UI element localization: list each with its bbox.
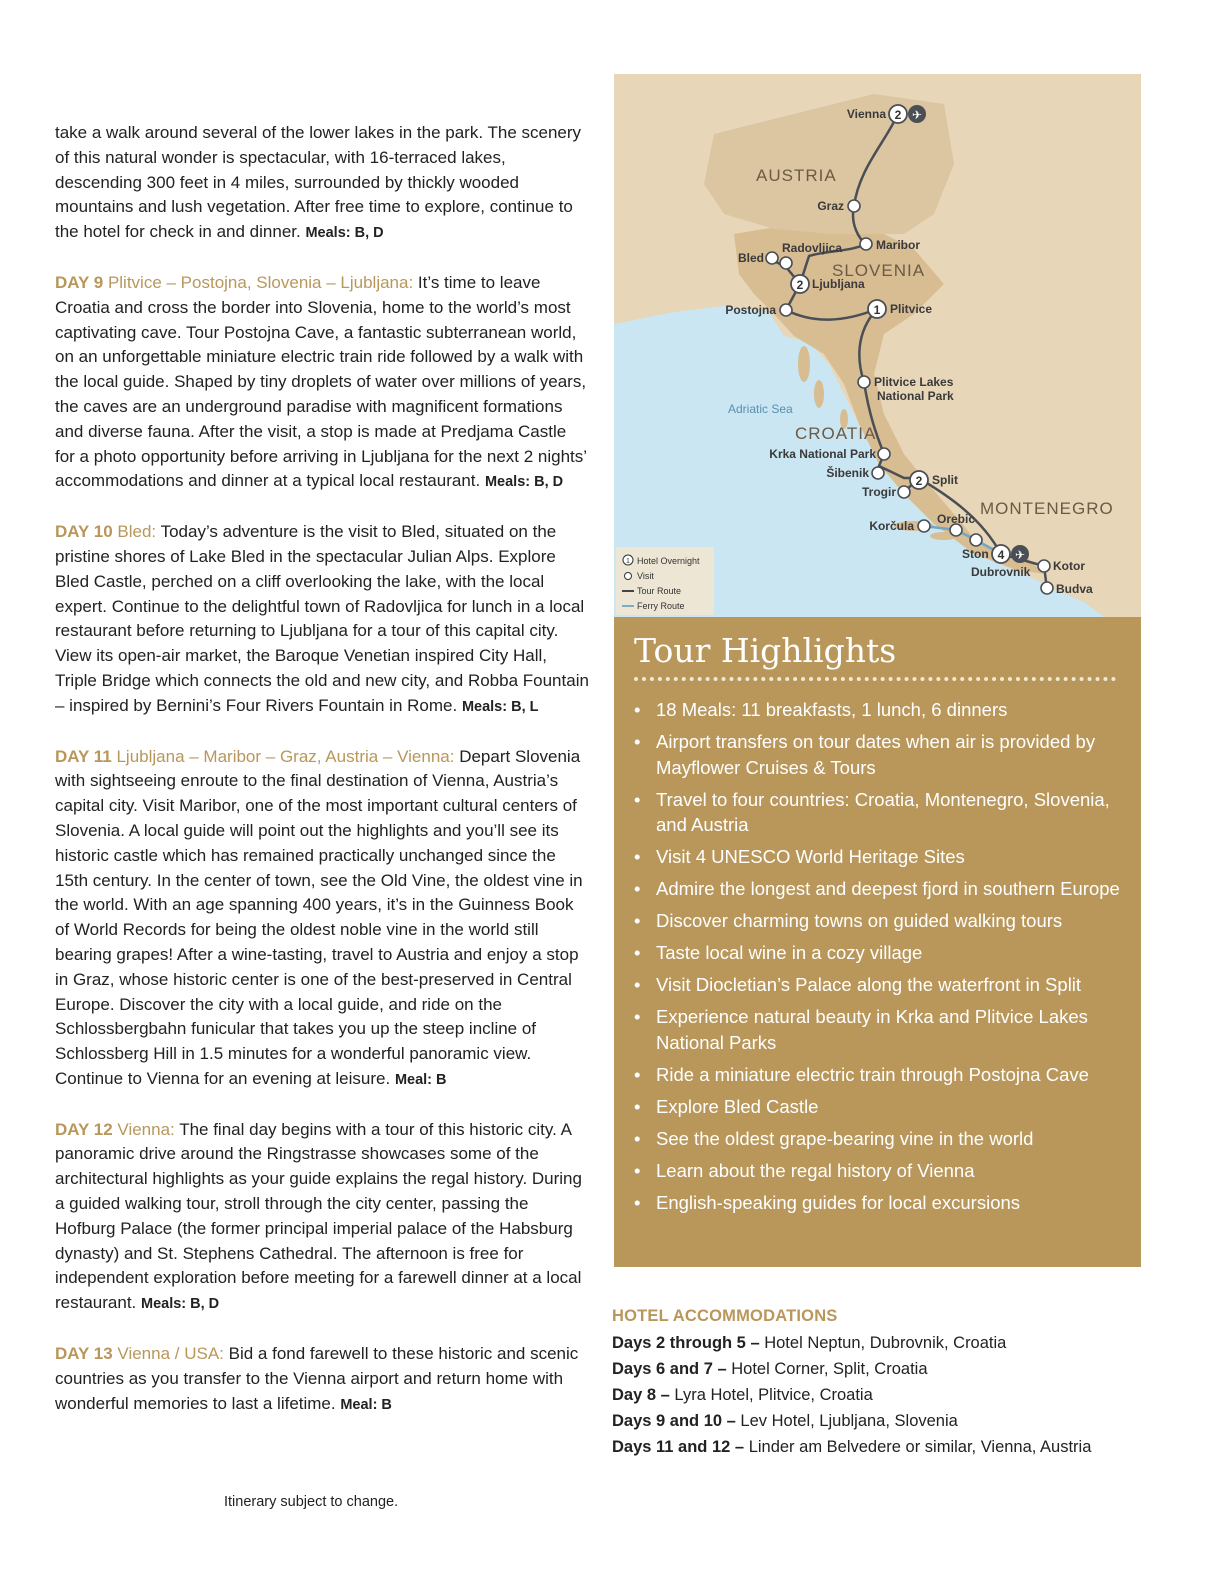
visit-marker-postojna: [780, 304, 792, 316]
intro-meals: Meals: B, D: [305, 225, 384, 242]
highlight-text: Visit 4 UNESCO World Heritage Sites: [656, 846, 965, 867]
hotel-name: Hotel Neptun, Dubrovnik, Croatia: [764, 1334, 1007, 1352]
island: [798, 346, 810, 382]
city-label-korcula: Korčula: [869, 519, 914, 533]
city-label-bled: Bled: [737, 251, 764, 265]
hotel-days: Days 2 through 5 –: [612, 1334, 760, 1352]
city-label-split: Split: [932, 473, 958, 487]
day-12-title: Vienna:: [117, 1119, 175, 1139]
hotel-accommodations: [612, 1303, 1172, 1460]
hotel-row: [612, 1434, 1172, 1460]
highlight-text: Discover charming towns on guided walking tours: [656, 910, 1063, 931]
day-9-paragraph: [55, 271, 590, 495]
itinerary-column: [55, 121, 590, 1442]
highlight-text: Airport transfers on tour dates when air is provided by Mayflower Cruises & Tours: [656, 731, 1096, 778]
day-11-paragraph: [55, 745, 590, 1093]
highlight-text: Admire the longest and deepest fjord in southern Europe: [656, 878, 1120, 899]
bullet-icon: •: [634, 878, 641, 899]
city-label-ljubljana: Ljubljana: [812, 277, 865, 291]
visit-marker-trogir: [898, 486, 910, 498]
hotel-row: [612, 1330, 1172, 1356]
visit-marker-kotor: [1038, 560, 1050, 572]
visit-marker-plitvice-lakes: [858, 376, 870, 388]
bullet-icon: •: [634, 1159, 641, 1181]
overnight-split: [910, 471, 928, 489]
day-10-title: Bled:: [117, 522, 157, 542]
city-label-krka: Krka National Park: [769, 447, 876, 461]
day-10-text: Today’s adventure is the visit to Bled, situated on the pristine shores of Lake Bled in the spectacular Julian Alps. Explore Bled Castle, perched on a cliff overlooking the lake, with the local expert. Continue to the delightful town of Radovljica for lunch in a local restaurant before returning to Ljubljana for a tour of this capital city. View its open-air market, the Baroque Venetian inspired City Hall, Triple Bridge which connects the old and new city, and Robba Fountain – inspired by Bernini’s Four Rivers Fountain in Rome.: [55, 522, 589, 715]
hotel-days: Days 9 and 10 –: [612, 1412, 736, 1430]
list-item: [614, 787, 1141, 838]
day-11-number: DAY 11: [55, 746, 112, 766]
day-13-paragraph: [55, 1342, 590, 1417]
legend-visit-symbol: [625, 573, 632, 580]
list-item: [614, 876, 1141, 902]
day-11-text: Depart Slovenia with sightseeing enroute to the final destination of Vienna, Austria’s capital city. Visit Maribor, one of the most important cultural centers of Slovenia. A local guide will point out the highlights and you’ll see its historic castle which has remained practically unchanged since the 15th century. In the center of town, see the Old Vine, the oldest vine in the world. With an age spanning 400 years, it’s in the Guinness Book of World Records for being the oldest noble vine in the world still bearing grapes! After a wine-tasting, travel to Austria and enjoy a stop in Graz, whose historic center is one of the best-preserved in Central Europe. Discover the city with a local guide, and ride on the Schlossbergbahn funicular that takes you up the steep incline of Schlossberg Hill in 1.5 minutes for a wonderful panoramic view. Continue to Vienna for an evening at leisure.: [55, 746, 583, 1088]
legend-hotel-label: Hotel Overnight: [637, 556, 700, 566]
visit-marker-radovljica: [780, 257, 792, 269]
city-label-orebic: Orebic: [937, 512, 976, 526]
hotel-name: Hotel Corner, Split, Croatia: [731, 1360, 928, 1378]
highlight-text: Visit Diocletian’s Palace along the waterfront in Split: [656, 974, 1082, 995]
country-label-slovenia: SLOVENIA: [832, 261, 926, 280]
hotel-days: Day 8 –: [612, 1386, 670, 1404]
city-label-maribor: Maribor: [876, 238, 921, 252]
visit-marker-sibenik: [872, 467, 884, 479]
city-label-radovljica: Radovljica: [782, 241, 843, 255]
highlight-text: Learn about the regal history of Vienna: [656, 1159, 975, 1181]
day-9-number: DAY 9: [55, 272, 104, 292]
city-label-plitvice-lakes-line2: National Park: [877, 389, 954, 403]
highlight-text: English-speaking guides for local excursions: [656, 1191, 1021, 1213]
day-11-title: Ljubljana – Maribor – Graz, Austria – Vienna:: [116, 746, 455, 766]
highlight-text: Experience natural beauty in Krka and Plitvice Lakes National Parks: [656, 1006, 1088, 1053]
list-item: [614, 940, 1141, 966]
day-9-meals: Meals: B, D: [484, 474, 564, 491]
overnight-count-vienna: 2: [894, 108, 902, 122]
overnight-count-plitvice: 1: [873, 303, 881, 317]
list-item: [614, 1004, 1141, 1055]
visit-marker-maribor: [860, 238, 872, 250]
day-10-meals: Meals: B, L: [461, 698, 539, 715]
plane-icon: ✈: [911, 108, 923, 122]
plane-icon: ✈: [1014, 548, 1026, 562]
map-legend: [616, 547, 714, 615]
list-item: [614, 844, 1141, 870]
list-item: [614, 1158, 1141, 1184]
legend-ferry-label: Ferry Route: [637, 601, 685, 611]
city-label-plitvice: Plitvice: [890, 302, 933, 316]
hotel-days: Days 11 and 12 –: [612, 1438, 745, 1456]
overnight-ljubljana: [791, 275, 809, 293]
day-9-title: Plitvice – Postojna, Slovenia – Ljubljana:: [107, 272, 414, 292]
visit-marker-graz: [848, 200, 860, 212]
hotel-accommodations-heading: HOTEL ACCOMMODATIONS: [612, 1307, 838, 1325]
bullet-icon: •: [634, 1063, 641, 1085]
highlight-text: Taste local wine in a cozy village: [656, 942, 923, 963]
visit-marker-krka: [878, 448, 890, 460]
day-13-meals: Meal: B: [340, 1396, 392, 1413]
city-label-budva: Budva: [1056, 582, 1093, 596]
tour-route-map: [614, 74, 1141, 617]
day-11-meals: Meal: B: [394, 1071, 447, 1088]
intro-text: take a walk around several of the lower lakes in the park. The scenery of this natural wonder is spectacular, with 16-terraced lakes, descending 300 feet in 4 miles, surrounded by thickly wooded mountains and lush vegetation. After free time to explore, continue to the hotel for check in and dinner.: [55, 123, 582, 242]
day-10-number: DAY 10: [55, 522, 113, 542]
legend-hotel-number: 1: [626, 558, 630, 565]
overnight-count-ljubljana: 2: [796, 278, 804, 292]
hotel-row: [612, 1408, 1172, 1434]
dotted-divider: [634, 677, 1116, 681]
overnight-count-dubrovnik: 4: [997, 548, 1005, 562]
country-label-montenegro: MONTENEGRO: [980, 499, 1114, 518]
city-label-graz: Graz: [817, 199, 844, 213]
day-13-number: DAY 13: [55, 1344, 113, 1364]
city-label-ston: Ston: [962, 547, 989, 561]
highlight-text: Travel to four countries: Croatia, Montenegro, Slovenia, and Austria: [656, 788, 1110, 835]
bullet-icon: •: [634, 1095, 641, 1117]
hotel-row: [612, 1382, 1172, 1408]
overnight-plitvice: [868, 300, 886, 318]
bullet-icon: •: [634, 846, 641, 867]
tour-highlights-title: Tour Highlights: [634, 631, 897, 670]
bullet-icon: •: [634, 974, 641, 995]
day-13-text: Bid a fond farewell to these historic and scenic countries as you transfer to the Vienna airport and return home with wonderful memories to last a lifetime.: [55, 1344, 579, 1413]
city-label-vienna: Vienna: [846, 107, 886, 121]
highlight-text: 18 Meals: 11 breakfasts, 1 lunch, 6 dinners: [656, 699, 1008, 720]
list-item: [614, 1126, 1141, 1152]
hotel-days: Days 6 and 7 –: [612, 1360, 727, 1378]
visit-marker-budva: [1041, 582, 1053, 594]
bullet-icon: •: [634, 788, 641, 810]
city-label-plitvice-lakes-line1: Plitvice Lakes: [874, 375, 954, 389]
list-item: [614, 697, 1141, 723]
bullet-icon: •: [634, 1191, 641, 1213]
bullet-icon: •: [634, 731, 641, 752]
day-13-title: Vienna / USA:: [117, 1344, 224, 1364]
tour-highlights-panel: [614, 617, 1141, 1267]
hotel-name: Lyra Hotel, Plitvice, Croatia: [674, 1386, 873, 1404]
bullet-icon: •: [634, 699, 641, 720]
sea-label: Adriatic Sea: [728, 402, 793, 416]
hotel-row: [612, 1356, 1172, 1382]
city-label-trogir: Trogir: [861, 485, 896, 499]
day-12-meals: Meals: B, D: [141, 1296, 220, 1313]
day-12-number: DAY 12: [55, 1119, 113, 1139]
legend-visit-label: Visit: [637, 571, 654, 581]
list-item: [614, 1190, 1141, 1216]
tour-highlights-list: [614, 697, 1141, 1222]
hotel-name: Lev Hotel, Ljubljana, Slovenia: [740, 1412, 958, 1430]
visit-marker-bled: [766, 252, 778, 264]
list-item: [614, 1062, 1141, 1088]
itinerary-footer-note: Itinerary subject to change.: [224, 1494, 399, 1510]
city-label-sibenik: Šibenik: [826, 466, 869, 480]
bullet-icon: •: [634, 910, 641, 931]
visit-marker-ston: [970, 534, 982, 546]
itinerary-intro: [55, 121, 590, 246]
overnight-count-split: 2: [915, 474, 923, 488]
city-label-dubrovnik: Dubrovnik: [971, 565, 1031, 579]
highlight-text: Explore Bled Castle: [656, 1095, 819, 1117]
bullet-icon: •: [634, 1006, 641, 1027]
day-12-paragraph: [55, 1118, 590, 1317]
list-item: [614, 908, 1141, 934]
legend-tour-label: Tour Route: [637, 586, 682, 596]
day-12-text: The final day begins with a tour of this historic city. A panoramic drive around the Ringstrasse showcases some of the architectural highlights as your guide explains the regal history. During a guided walking tour, stroll through the city center, passing the Hofburg Palace (the former principal imperial palace of the Habsburg dynasty) and St. Stephens Cathedral. The afternoon is free for independent exploration before meeting for a farewell dinner at a local restaurant.: [55, 1119, 582, 1313]
list-item: [614, 972, 1141, 998]
visit-marker-korcula: [918, 520, 930, 532]
bullet-icon: •: [634, 1127, 641, 1149]
hotel-name: Linder am Belvedere or similar, Vienna, Austria: [748, 1438, 1092, 1456]
country-label-austria: AUSTRIA: [756, 166, 837, 185]
island: [814, 380, 824, 408]
city-label-kotor: Kotor: [1053, 559, 1085, 573]
list-item: [614, 729, 1141, 780]
city-label-postojna: Postojna: [725, 303, 776, 317]
day-10-paragraph: [55, 520, 590, 719]
list-item: [614, 1094, 1141, 1120]
day-9-text: It’s time to leave Croatia and cross the border into Slovenia, home to the world’s most captivating cave. Tour Postojna Cave, a fantastic subterranean world, on an unforgettable miniature electric train ride followed by a walk with the local guide. Shaped by tiny droplets of water over millions of years, the caves are an underground paradise with magnificent formations and diverse fauna. After the visit, a stop is made at Predjama Castle for a photo opportunity before arriving in Ljubljana for the next 2 nights’ accommodations and dinner at a typical local restaurant.: [55, 272, 587, 491]
country-label-croatia: CROATIA: [795, 424, 877, 443]
highlight-text: Ride a miniature electric train through Postojna Cave: [656, 1063, 1089, 1085]
highlight-text: See the oldest grape-bearing vine in the world: [656, 1127, 1034, 1149]
bullet-icon: •: [634, 942, 641, 963]
